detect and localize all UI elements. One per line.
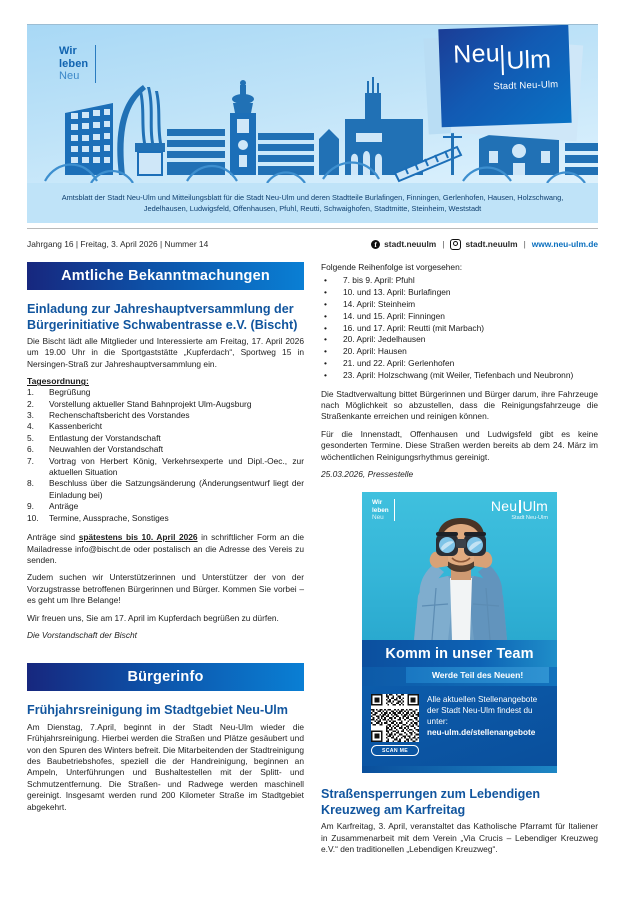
agenda-title: Tagesordnung:	[27, 376, 89, 387]
logo-divider-bar	[501, 45, 504, 75]
list-item: • 23. April: Holzschwang (mit Weiler, Tiefenbach und Neubronn)	[321, 370, 598, 382]
advert-link[interactable]: neu-ulm.de/stellenangebote	[427, 728, 536, 738]
social-separator-1: |	[442, 239, 445, 249]
advert-headline-band	[362, 640, 557, 667]
advert-qr-block[interactable]	[371, 694, 419, 756]
article-support-paragraph: Zudem suchen wir Unterstützerinnen und Unterstützer der von der Vorzugstrasse betroffenen Bürgerinnen und Bürger. Kommen Sie vorbei – es geht um Ihre Belange!	[27, 572, 304, 606]
social-separator-2: |	[523, 239, 526, 249]
list-item: • 16. und 17. April: Reutti (mit Marbach)	[321, 323, 598, 335]
logo-subtitle: Stadt Neu-Ulm	[493, 79, 559, 93]
facebook-handle[interactable]: stadt.neuulm	[384, 239, 437, 249]
article-fruehjahrsreinigung-body: Am Dienstag, 7.April, beginnt in der Stadt Neu-Ulm wieder die Frühjahrsreinigung. Hierbei werden die Straßen und Plätze gesäubert und von den Spuren des Winters befreit. Die Mitarbeitenden der Stadtreinigung des Baubetriebshofes, speziell die der Handreinigung, beginnen an Ampeln, Unterführungen und Bushaltestellen mit der Splitt- und Schmutzentfernung. Die Straßen- und Radwege werden maschinell gereinigt. Insgesamt werden rund 200 Kilometer Straße im Stadtgebiet abgekehrt.	[27, 721, 305, 812]
article-intro-paragraph: Die Bischt lädt alle Mitglieder und Interessierte am Freitag, 17. April 2026 um 19.00 Uhr in die Sportgaststätte „Kupferdach“, Sportweg 15 in Nersingen-Straß zur Jahreshauptversammlung ein.	[27, 336, 304, 369]
masthead-divider-rule	[27, 228, 598, 229]
agenda-item: Begrüßung	[49, 387, 91, 398]
issue-details: Jahrgang 16 | Freitag, 3. April 2026 | Nummer 14	[27, 239, 209, 249]
agenda-item: Beschluss über die Satzungsänderung (Änderungsentwurf liegt der Einladung bei)	[49, 478, 304, 500]
facebook-icon[interactable]: f	[371, 240, 380, 249]
list-item: • 14. April: Steinheim	[321, 299, 598, 311]
article-headline-strassensperrungen: Straßensperrungen zum Lebendigen Kreuzweg am Karfreitag	[321, 787, 541, 817]
article-signature: Die Vorstandschaft der Bischt	[27, 629, 138, 640]
claim-line-3: Neu	[59, 70, 80, 82]
list-item: • 14. und 15. April: Finningen	[321, 311, 598, 323]
agenda-item: Entlastung der Vorstandschaft	[49, 432, 161, 443]
advert-claim-line-2: leben	[372, 506, 389, 514]
logo-text-neu: Neu	[452, 39, 501, 69]
advert-claim-line-1: Wir	[372, 499, 383, 507]
agenda-item: Neuwahlen der Vorstandschaft	[49, 444, 164, 455]
dates-intro: Folgende Reihenfolge ist vorgesehen:	[321, 262, 463, 272]
social-links	[371, 239, 598, 250]
deadline-text-post: in schriftlicher Form an die Mailadresse info@bischt.de oder postalisch an die Adresse des Vereis zu senden.	[27, 532, 304, 565]
left-column	[27, 262, 304, 819]
list-item: • 7. bis 9. April: Pfuhl	[321, 275, 598, 287]
website-link[interactable]: www.neu-ulm.de	[531, 239, 598, 249]
advert-info-block	[362, 686, 557, 766]
advert-logo-ulm: Ulm	[522, 498, 548, 515]
article-deadline-paragraph	[27, 532, 304, 566]
logo-text-ulm: Ulm	[505, 45, 552, 75]
agenda-list	[27, 387, 304, 524]
article-headline-einladung: Einladung zur Jahreshauptversammlung der Bürgerinitiative Schwabentrasse e.V. (Bischt)	[27, 302, 298, 332]
masthead-caption-text: Amtsblatt der Stadt Neu-Ulm und Mitteilungsblatt für die Stadt Neu-Ulm und deren Stadtteile Burlafingen, Finningen, Gerlenhofen, Hausen, Holzschwang, Jedelhausen, Ludwigsfeld, Offenhausen, Pfuhl, Reutti, Schwaighofen, Stadtmitte, Steinheim, Weststadt	[61, 193, 564, 213]
masthead-banner	[27, 24, 598, 223]
press-line: 25.03.2026, Pressestelle	[321, 469, 414, 480]
advert-claim-line-3: Neu	[372, 513, 384, 521]
job-advertisement[interactable]	[362, 492, 557, 773]
cleaning-dates-list	[321, 275, 598, 381]
scan-me-label: SCAN ME	[371, 745, 419, 756]
logo-tile-main	[438, 25, 571, 127]
paragraph-parking-request: Die Stadtverwaltung bittet Bürgerinnen und Bürger darum, ihre Fahrzeuge nach Möglichkeit so abzustellen, dass die Reinigungsfahrzeuge die Straßenkante erreichen und reinigen können.	[321, 388, 598, 422]
instagram-icon[interactable]	[450, 239, 461, 250]
masthead-caption	[27, 183, 598, 223]
advert-city-logo	[491, 499, 548, 521]
advert-headline: Komm in unser Team	[385, 646, 534, 663]
list-item: • 21. und 22. April: Gerlenhofen	[321, 358, 598, 370]
agenda-item: Vortrag von Herbert König, Verkehrsexperte und Dipl.-Oec., zur aktuellen Situation	[49, 455, 304, 478]
advert-claim-divider	[394, 499, 395, 521]
advert-photo	[362, 492, 557, 640]
article-headline-fruehjahrsreinigung: Frühjahrsreinigung im Stadtgebiet Neu-Ulm	[27, 703, 288, 718]
claim-line-2: leben	[59, 57, 89, 70]
advert-brand-claim	[372, 499, 389, 521]
advert-logo-bar	[519, 500, 520, 513]
agenda-item: Kassenbericht	[49, 421, 103, 432]
advert-footer-strip	[362, 766, 557, 773]
article-strassensperrungen-body: Am Karfreitag, 3. April, veranstaltet das Katholische Pfarramt für Italiener in Zusammenarbeit mit dem Verein „Via Crucis – Lebendiger Kreuzweg e.V.“ den traditionellen „Lebendigen Kreuzweg“.	[321, 821, 598, 855]
city-logo	[424, 25, 584, 145]
advert-subhead: Werde Teil des Neuen!	[406, 667, 549, 683]
list-item: • 10. und 13. April: Burlafingen	[321, 287, 598, 299]
masthead-artwork	[27, 25, 598, 187]
deadline-date: spätestens bis 10. April 2026	[78, 532, 198, 543]
deadline-text-pre: Anträge sind	[27, 532, 79, 543]
advert-logo-wordmark	[491, 499, 548, 514]
right-column	[321, 262, 598, 862]
agenda-item: Rechenschaftsbericht des Vorstandes	[49, 410, 190, 421]
article-welcome-paragraph: Wir freuen uns, Sie am 17. April im Kupferdach begrüßen zu dürfen.	[27, 612, 279, 623]
advert-logo-subtitle: Stadt Neu-Ulm	[511, 515, 548, 522]
list-item: • 20. April: Hausen	[321, 346, 598, 358]
list-item: • 20. April: Jedelhausen	[321, 334, 598, 346]
issue-info-bar	[27, 235, 598, 253]
instagram-handle[interactable]: stadt.neuulm	[465, 239, 518, 249]
claim-line-1: Wir	[59, 45, 77, 57]
advert-body-copy: Alle aktuellen Stellenangebote der Stadt Neu-Ulm findest du unter:	[427, 695, 538, 726]
agenda-item: Anträge	[49, 501, 79, 512]
agenda-item: Termine, Aussprache, Sonstiges	[49, 512, 169, 523]
advert-body-text	[427, 694, 548, 738]
agenda-item: Vorstellung aktueller Stand Bahnprojekt Ulm-Augsburg	[49, 398, 252, 409]
section-header-buergerinfo: Bürgerinfo	[27, 663, 304, 691]
qr-code-icon[interactable]	[371, 694, 419, 742]
advert-subhead-band	[362, 667, 557, 686]
advert-logo-neu: Neu	[490, 498, 518, 515]
section-header-amtliche-bekanntmachungen: Amtliche Bekanntmachungen	[27, 262, 304, 290]
paragraph-innenstadt: Für die Innenstadt, Offenhausen und Ludwigsfeld gibt es keine gesonderten Termine. Diese Straßen werden bereits ab dem 24. März im wöchentlichen Reinigungsrhythmus gereinigt.	[321, 428, 598, 462]
